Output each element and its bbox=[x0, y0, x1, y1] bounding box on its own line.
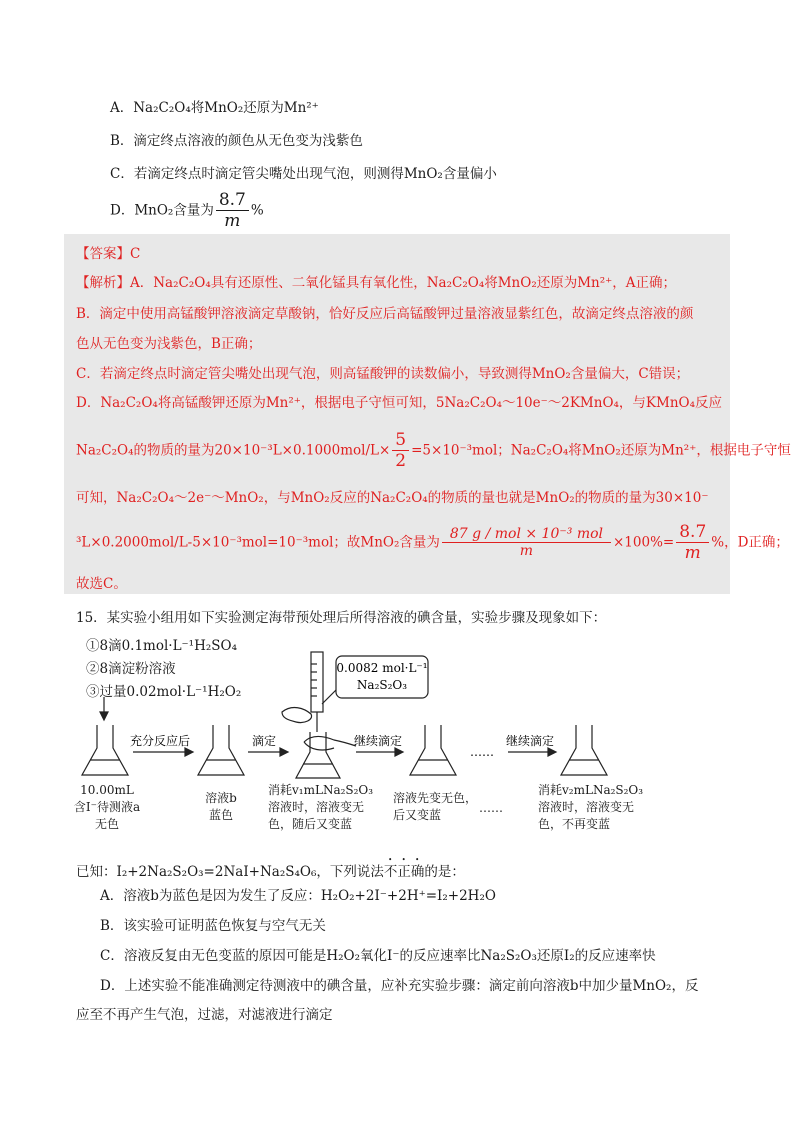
flask-c bbox=[296, 732, 340, 778]
left-hand bbox=[282, 708, 312, 723]
analysis-text: %，D正确； bbox=[711, 534, 789, 551]
fraction-numerator: 5 bbox=[392, 430, 409, 451]
flask-a-color: 无色 bbox=[94, 817, 119, 831]
analysis-line-3: 色从无色变为浅紫色，B正确； bbox=[76, 336, 262, 352]
analysis-line-2: B．滴定中使用高锰酸钾溶液滴定草酸钠，恰好反应后高锰酸钾过量溶液显紫红色，故滴定终点溶液的颜 bbox=[76, 306, 694, 322]
q15-known bbox=[76, 856, 465, 880]
arrow-head bbox=[395, 748, 403, 756]
arrow-label-continue-2: 继续滴定 bbox=[505, 734, 555, 748]
q14-option-a: A．Na₂C₂O₄将MnO₂还原为Mn²⁺ bbox=[110, 100, 319, 116]
arrow-label-react: 充分反应后 bbox=[129, 734, 191, 748]
analysis-line-1: 【解析】A．Na₂C₂O₄具有还原性、二氧化锰具有氧化性，Na₂C₂O₄将MnO₂还原为Mn²⁺，A正确； bbox=[76, 275, 677, 291]
analysis-text: =5×10⁻³mol；Na₂C₂O₄将MnO₂还原为Mn²⁺，根据电子守恒 bbox=[411, 442, 791, 459]
flask-e-line: 溶液时，溶液变无 bbox=[538, 800, 635, 814]
arrow-label-continue: 继续滴定 bbox=[353, 734, 403, 748]
q15-option-d-line-2: 应至不再产生气泡，过滤，对滤液进行滴定 bbox=[76, 1007, 333, 1023]
reagent-1: ①8滴0.1mol·L⁻¹H₂SO₄ bbox=[86, 638, 238, 654]
fraction-numerator: 8.7 bbox=[676, 522, 709, 543]
flask-a-solution: 含I⁻待测液a bbox=[73, 800, 141, 814]
flask-b-label bbox=[191, 790, 251, 824]
flask-c-label bbox=[268, 782, 378, 833]
analysis-text: ×100%= bbox=[613, 534, 675, 551]
arrow-head bbox=[280, 748, 288, 756]
answer-label: 【答案】C bbox=[76, 246, 141, 262]
flask-e-label bbox=[538, 782, 648, 833]
flask-e-line: 色，不再变蓝 bbox=[538, 817, 611, 831]
q15-option-c: C．溶液反复由无色变蓝的原因可能是H₂O₂氧化I⁻的反应速率比Na₂S₂O₃还原I₂的反应速率快 bbox=[100, 948, 656, 964]
flask-b-solution: 溶液b bbox=[205, 791, 237, 805]
flask-d-line: 后又变蓝 bbox=[393, 808, 442, 822]
flask-a-label bbox=[62, 782, 152, 833]
flask-d-line: 溶液先变无色， bbox=[393, 791, 478, 805]
q14-option-b: B．滴定终点溶液的颜色从无色变为浅紫色 bbox=[110, 133, 363, 149]
flask-e-line: 消耗v₂mLNa₂S₂O₃ bbox=[538, 783, 644, 797]
arrow-head bbox=[185, 748, 193, 756]
q14-option-d-text: D．MnO₂含量为 bbox=[110, 202, 214, 219]
flask-d bbox=[410, 725, 456, 775]
reagent-2: ②8滴淀粉溶液 bbox=[86, 661, 176, 677]
burette bbox=[311, 652, 323, 712]
analysis-line-9: 故选C。 bbox=[76, 576, 127, 592]
fraction-numerator: 8.7 bbox=[216, 190, 249, 211]
analysis-text: Na₂C₂O₄的物质的量为20×10⁻³L×0.1000mol/L× bbox=[76, 442, 391, 459]
analysis-line-5: D．Na₂C₂O₄将高锰酸钾还原为Mn²⁺，根据电子守恒可知，5Na₂C₂O₄～10e⁻～2KMnO₄，与KMnO₄反应 bbox=[76, 395, 723, 411]
callout-concentration: 0.0082 mol·L⁻¹ bbox=[336, 661, 428, 675]
q15-stem: 15．某实验小组用如下实验测定海带预处理后所得溶液的碘含量，实验步骤及现象如下： bbox=[76, 610, 607, 626]
q15-option-d-line-1: D．上述实验不能准确测定待测液中的碘含量，应补充实验步骤：滴定前向溶液b中加少量MnO₂，反 bbox=[100, 978, 699, 994]
flask-c-line: 溶液时，溶液变无 bbox=[268, 800, 365, 814]
analysis-line-4: C．若滴定终点时滴定管尖嘴处出现气泡，则高锰酸钾的读数偏小，导致测得MnO₂含量偏大，C错误； bbox=[76, 366, 690, 382]
arrow-head bbox=[100, 712, 108, 720]
flask-b-color: 蓝色 bbox=[208, 808, 233, 822]
arrow-head bbox=[548, 748, 556, 756]
fraction-denominator: m bbox=[684, 543, 701, 564]
flask-c-line: 色，随后又变蓝 bbox=[268, 817, 353, 831]
flask-d-ellipsis: …… bbox=[479, 801, 503, 815]
q15-option-a: A．溶液b为蓝色是因为发生了反应：H₂O₂+2I⁻+2H⁺=I₂+2H₂O bbox=[100, 888, 496, 904]
reagent-3: ③过量0.02mol·L⁻¹H₂O₂ bbox=[86, 684, 242, 700]
fraction-numerator: 87 g / mol × 10⁻³ mol bbox=[442, 526, 611, 544]
emphasis-not-correct: 不正确 bbox=[383, 864, 425, 880]
flask-a-volume: 10.00mL bbox=[80, 783, 134, 797]
analysis-line-7: 可知，Na₂C₂O₄～2e⁻～MnO₂，与MnO₂反应的Na₂C₂O₄的物质的量也就是MnO₂的物质的量为30×10⁻ bbox=[76, 490, 709, 506]
q14-option-c: C．若滴定终点时滴定管尖嘴处出现气泡，则测得MnO₂含量偏小 bbox=[110, 166, 497, 182]
right-hand bbox=[304, 737, 356, 751]
fraction-denominator: m bbox=[519, 543, 534, 560]
flask-b bbox=[198, 725, 244, 775]
arrow-label-titrate: 滴定 bbox=[251, 734, 277, 748]
known-text: 的是： bbox=[424, 864, 465, 880]
callout-pointer bbox=[322, 690, 336, 704]
analysis-text: ³L×0.2000mol/L-5×10⁻³mol=10⁻³mol；故MnO₂含量为 bbox=[76, 534, 440, 551]
ellipsis: …… bbox=[470, 745, 494, 759]
fraction-denominator: m bbox=[224, 211, 241, 232]
q15-option-b: B．该实验可证明蓝色恢复与空气无关 bbox=[100, 918, 326, 934]
fraction-denominator: 2 bbox=[395, 451, 407, 472]
flask-a bbox=[82, 725, 128, 775]
flask-c-line: 消耗v₁mLNa₂S₂O₃ bbox=[268, 783, 374, 797]
flask-e bbox=[561, 725, 607, 775]
callout-titrant: Na₂S₂O₃ bbox=[356, 678, 408, 692]
q14-option-d-suffix: % bbox=[250, 202, 264, 219]
known-text: 已知：I₂+2Na₂S₂O₃=2NaI+Na₂S₄O₆，下列说法 bbox=[76, 864, 384, 880]
